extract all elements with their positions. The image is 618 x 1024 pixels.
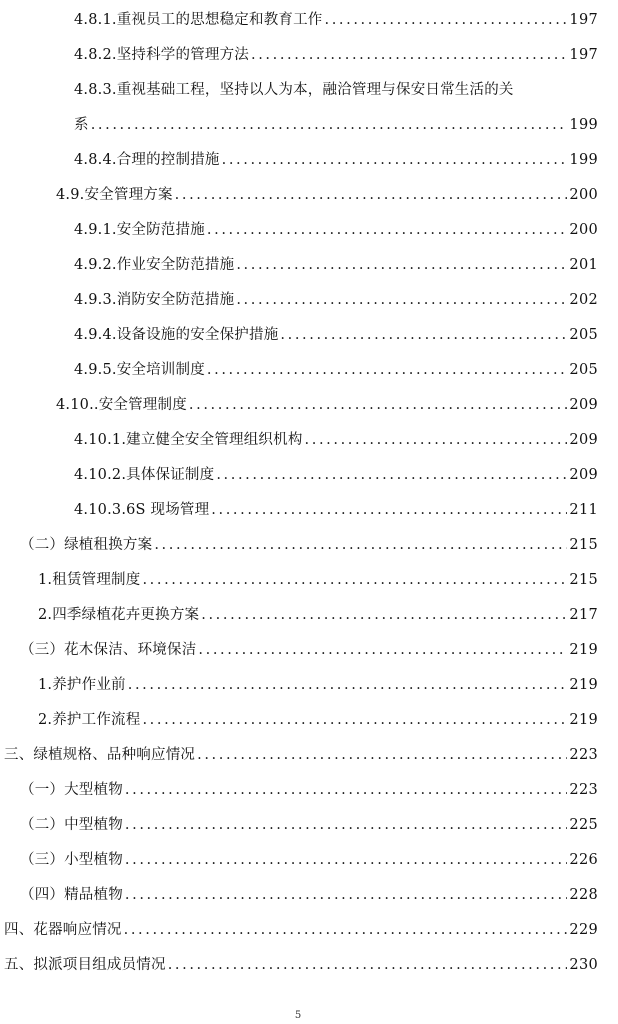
toc-entry[interactable] [56,391,598,415]
toc-dot-leader [154,535,567,555]
toc-entry-title: （三）小型植物 [20,852,123,868]
toc-entry[interactable] [38,671,598,695]
toc-entry-page: 209 [569,432,598,448]
toc-entry-page: 201 [569,257,598,273]
toc-entry-title: 1.养护作业前 [38,677,126,693]
toc-entry-wrapped-line[interactable] [74,76,514,100]
toc-dot-leader [201,605,567,625]
toc-dot-leader [168,955,568,975]
toc-entry[interactable] [38,706,598,730]
toc-entry-page: 217 [569,607,598,623]
toc-entry-page: 219 [569,642,598,658]
toc-entry[interactable] [20,846,598,870]
toc-entry-page: 223 [569,747,598,763]
toc-entry-title: 4.8.4.合理的控制措施 [74,152,220,168]
toc-dot-leader [124,920,568,940]
toc-dot-leader [198,640,567,660]
toc-dot-leader [125,780,568,800]
toc-entry-title: 4.9.5.安全培训制度 [74,362,205,378]
toc-entry-title: 三、绿植规格、品种响应情况 [4,747,196,763]
toc-entry[interactable] [38,566,598,590]
toc-dot-leader [197,745,567,765]
toc-entry[interactable] [20,811,598,835]
toc-entry[interactable] [4,741,598,765]
toc-dot-leader [325,10,568,30]
toc-entry-page: 215 [569,537,598,553]
toc-entry-page: 200 [569,222,598,238]
toc-entry-page: 226 [569,852,598,868]
toc-entry[interactable] [4,916,598,940]
toc-entry-page: 199 [569,152,598,168]
toc-entry[interactable] [74,321,598,345]
toc-entry[interactable] [20,531,598,555]
toc-dot-leader [207,360,568,380]
toc-dot-leader [305,430,568,450]
toc-entry-page: 229 [569,922,598,938]
toc-entry[interactable] [74,461,598,485]
toc-entry[interactable] [74,426,598,450]
toc-entry-title: 4.8.1.重视员工的思想稳定和教育工作 [74,12,323,28]
toc-dot-leader [142,710,567,730]
toc-entry[interactable] [74,41,598,65]
toc-entry-title: 4.9.2.作业安全防范措施 [74,257,235,273]
toc-entry-page: 228 [569,887,598,903]
toc-entry-title: 4.9.1.安全防范措施 [74,222,205,238]
toc-entry-title: 1.租赁管理制度 [38,572,141,588]
toc-entry[interactable] [74,356,598,380]
toc-entry-title: 系 [74,117,89,133]
toc-entry-page: 197 [569,12,598,28]
toc-entry-page: 200 [569,187,598,203]
toc-entry-page: 205 [569,327,598,343]
toc-entry[interactable] [4,951,598,975]
toc-entry-title: （一）大型植物 [20,782,123,798]
toc-entry-title: （四）精品植物 [20,887,123,903]
toc-entry[interactable] [38,601,598,625]
toc-entry[interactable] [74,251,598,275]
toc-dot-leader [142,570,567,590]
toc-entry-page: 223 [569,782,598,798]
toc-dot-leader [236,290,567,310]
toc-entry-title: 五、拟派项目组成员情况 [4,957,166,973]
toc-dot-leader [280,325,567,345]
toc-entry[interactable] [74,496,598,520]
toc-entry-title: 4.9.安全管理方案 [56,187,173,203]
toc-dot-leader [125,815,568,835]
toc-entry-title: 2.四季绿植花卉更换方案 [38,607,200,623]
toc-dot-leader [175,185,568,205]
toc-entry-page: 230 [569,957,598,973]
toc-entry[interactable] [56,181,598,205]
toc-dot-leader [216,465,567,485]
toc-dot-leader [128,675,568,695]
toc-dot-leader [125,885,568,905]
toc-dot-leader [222,150,568,170]
toc-entry-title: 4.8.2.坚持科学的管理方法 [74,47,250,63]
toc-entry-title: 4.9.3.消防安全防范措施 [74,292,235,308]
toc-entry[interactable] [74,6,598,30]
toc-dot-leader [211,500,567,520]
toc-entry-title: 2.养护工作流程 [38,712,141,728]
toc-entry-page: 205 [569,362,598,378]
toc-entry-page: 211 [569,502,598,518]
toc-entry[interactable] [74,286,598,310]
toc-entry-title: 4.10.3.6S 现场管理 [74,502,210,518]
toc-entry-page: 219 [569,712,598,728]
toc-dot-leader [91,115,568,135]
toc-entry-page: 199 [569,117,598,133]
toc-entry-title: 4.10.1.建立健全安全管理组织机构 [74,432,303,448]
toc-entry-title: 4.10.2.具体保证制度 [74,467,215,483]
toc-entry-page: 215 [569,572,598,588]
toc-entry[interactable] [20,636,598,660]
toc-entry-page: 219 [569,677,598,693]
toc-entry-title: （二）中型植物 [20,817,123,833]
toc-entry-title: 4.10..安全管理制度 [56,397,187,413]
toc-entry-page: 209 [569,467,598,483]
toc-entry-page: 202 [569,292,598,308]
toc-entry-page: 225 [569,817,598,833]
toc-entry-title: （三）花木保洁、环境保洁 [20,642,197,658]
toc-dot-leader [207,220,568,240]
toc-dot-leader [236,255,567,275]
toc-entry[interactable] [74,216,598,240]
toc-entry-page: 209 [569,397,598,413]
toc-entry[interactable] [20,776,598,800]
toc-entry-title: 4.9.4.设备设施的安全保护措施 [74,327,279,343]
toc-entry-title: 4.8.3.重视基础工程，坚持以人为本，融洽管理与保安日常生活的关 [74,82,514,98]
toc-entry-title: （二）绿植租换方案 [20,537,153,553]
toc-entry-title: 四、花器响应情况 [4,922,122,938]
toc-entry[interactable] [20,881,598,905]
toc-dot-leader [125,850,568,870]
toc-dot-leader [189,395,568,415]
toc-entry-page: 197 [569,47,598,63]
footer-page-number: 5 [294,1010,302,1021]
toc-entry[interactable] [74,146,598,170]
toc-dot-leader [251,45,567,65]
toc-entry[interactable] [74,111,598,135]
